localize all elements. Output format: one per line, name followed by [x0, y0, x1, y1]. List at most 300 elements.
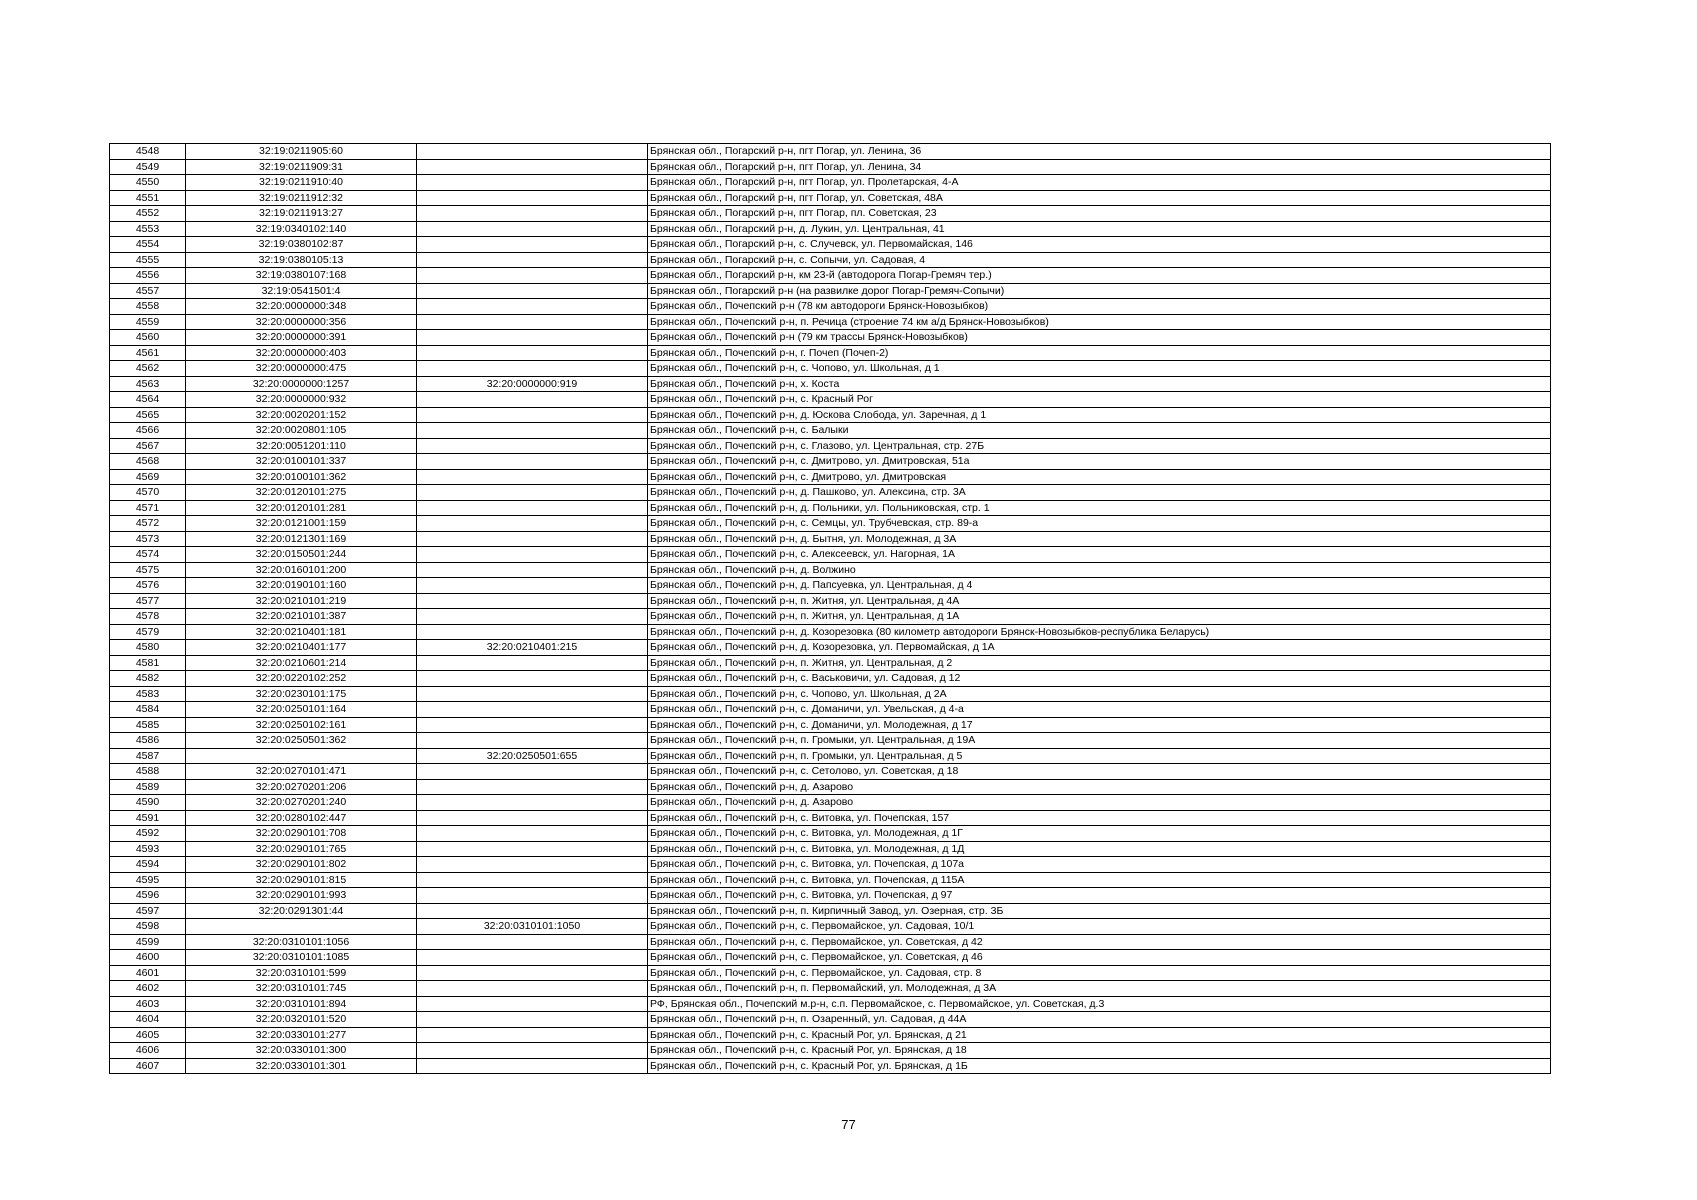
cadastral-number-cell: 32:20:0020201:152: [186, 407, 417, 423]
address-cell: Брянская обл., Погарский р-н, км 23-й (автодорога Погар-Гремяч тер.): [648, 268, 1551, 284]
secondary-cadastral-number-cell: [417, 190, 648, 206]
secondary-cadastral-number-cell: [417, 981, 648, 997]
secondary-cadastral-number-cell: [417, 500, 648, 516]
table-row: [110, 857, 1551, 873]
table-row: [110, 345, 1551, 361]
secondary-cadastral-number-cell: [417, 423, 648, 439]
table-row: [110, 159, 1551, 175]
address-cell: Брянская обл., Почепский р-н, с. Сетолово, ул. Советская, д 18: [648, 764, 1551, 780]
table-row: [110, 485, 1551, 501]
address-cell: Брянская обл., Почепский р-н, с. Чопово, ул. Школьная, д 2А: [648, 686, 1551, 702]
row-number-cell: 4569: [110, 469, 186, 485]
table-row: [110, 330, 1551, 346]
secondary-cadastral-number-cell: [417, 795, 648, 811]
secondary-cadastral-number-cell: 32:20:0310101:1050: [417, 919, 648, 935]
table-row: [110, 438, 1551, 454]
cadastral-number-cell: 32:20:0190101:160: [186, 578, 417, 594]
address-cell: Брянская обл., Почепский р-н, д. Бытня, ул. Молодежная, д 3А: [648, 531, 1551, 547]
row-number-cell: 4562: [110, 361, 186, 377]
cadastral-number-cell: 32:20:0290101:993: [186, 888, 417, 904]
cadastral-number-cell: 32:20:0250101:164: [186, 702, 417, 718]
table-row: [110, 392, 1551, 408]
secondary-cadastral-number-cell: [417, 283, 648, 299]
table-row: [110, 981, 1551, 997]
secondary-cadastral-number-cell: [417, 934, 648, 950]
row-number-cell: 4606: [110, 1043, 186, 1059]
table-row: [110, 1043, 1551, 1059]
address-cell: Брянская обл., Почепский р-н, с. Алексеевск, ул. Нагорная, 1А: [648, 547, 1551, 563]
address-cell: Брянская обл., Почепский р-н, с. Витовка, ул. Почепская, д 115А: [648, 872, 1551, 888]
table-row: [110, 717, 1551, 733]
registry-table: [109, 143, 1551, 1074]
table-row: [110, 190, 1551, 206]
secondary-cadastral-number-cell: 32:20:0250501:655: [417, 748, 648, 764]
cadastral-number-cell: 32:20:0290101:802: [186, 857, 417, 873]
address-cell: Брянская обл., Погарский р-н, с. Сопычи, ул. Садовая, 4: [648, 252, 1551, 268]
secondary-cadastral-number-cell: [417, 779, 648, 795]
row-number-cell: 4578: [110, 609, 186, 625]
table-row: [110, 764, 1551, 780]
table-row: [110, 144, 1551, 160]
cadastral-number-cell: 32:19:0211912:32: [186, 190, 417, 206]
secondary-cadastral-number-cell: [417, 655, 648, 671]
cadastral-number-cell: 32:20:0000000:403: [186, 345, 417, 361]
table-row: [110, 903, 1551, 919]
address-cell: Брянская обл., Почепский р-н, п. Житня, ул. Центральная, д 2: [648, 655, 1551, 671]
address-cell: Брянская обл., Почепский р-н, п. Первомайский, ул. Молодежная, д 3А: [648, 981, 1551, 997]
secondary-cadastral-number-cell: [417, 144, 648, 160]
address-cell: Брянская обл., Почепский р-н, д. Пашково, ул. Алексина, стр. 3А: [648, 485, 1551, 501]
cadastral-number-cell: 32:20:0270201:240: [186, 795, 417, 811]
address-cell: Брянская обл., Почепский р-н (78 км автодороги Брянск-Новозыбков): [648, 299, 1551, 315]
table-row: [110, 965, 1551, 981]
secondary-cadastral-number-cell: [417, 686, 648, 702]
secondary-cadastral-number-cell: [417, 407, 648, 423]
row-number-cell: 4560: [110, 330, 186, 346]
table-row: [110, 919, 1551, 935]
secondary-cadastral-number-cell: [417, 609, 648, 625]
row-number-cell: 4602: [110, 981, 186, 997]
address-cell: Брянская обл., Погарский р-н, с. Случевск, ул. Первомайская, 146: [648, 237, 1551, 253]
address-cell: Брянская обл., Почепский р-н, п. Громыки, ул. Центральная, д 19А: [648, 733, 1551, 749]
cadastral-number-cell: 32:20:0320101:520: [186, 1012, 417, 1028]
table-row: [110, 872, 1551, 888]
row-number-cell: 4583: [110, 686, 186, 702]
secondary-cadastral-number-cell: [417, 965, 648, 981]
address-cell: Брянская обл., Погарский р-н, д. Лукин, ул. Центральная, 41: [648, 221, 1551, 237]
table-row: [110, 516, 1551, 532]
secondary-cadastral-number-cell: [417, 1027, 648, 1043]
row-number-cell: 4603: [110, 996, 186, 1012]
secondary-cadastral-number-cell: [417, 1012, 648, 1028]
table-row: [110, 1058, 1551, 1074]
cadastral-number-cell: 32:20:0270101:471: [186, 764, 417, 780]
secondary-cadastral-number-cell: [417, 671, 648, 687]
table-row: [110, 237, 1551, 253]
cadastral-number-cell: 32:20:0000000:356: [186, 314, 417, 330]
address-cell: Брянская обл., Почепский р-н, д. Козорезовка, ул. Первомайская, д 1А: [648, 640, 1551, 656]
address-cell: Брянская обл., Почепский р-н, с. Доманичи, ул. Увельская, д 4-а: [648, 702, 1551, 718]
secondary-cadastral-number-cell: [417, 1043, 648, 1059]
row-number-cell: 4554: [110, 237, 186, 253]
row-number-cell: 4575: [110, 562, 186, 578]
table-row: [110, 655, 1551, 671]
row-number-cell: 4587: [110, 748, 186, 764]
address-cell: Брянская обл., Почепский р-н, с. Красный Рог: [648, 392, 1551, 408]
table-row: [110, 1027, 1551, 1043]
row-number-cell: 4576: [110, 578, 186, 594]
address-cell: Брянская обл., Почепский р-н, с. Семцы, ул. Трубчевская, стр. 89-а: [648, 516, 1551, 532]
row-number-cell: 4595: [110, 872, 186, 888]
table-row: [110, 733, 1551, 749]
row-number-cell: 4599: [110, 934, 186, 950]
cadastral-number-cell: 32:19:0340102:140: [186, 221, 417, 237]
cadastral-number-cell: 32:20:0120101:281: [186, 500, 417, 516]
secondary-cadastral-number-cell: [417, 206, 648, 222]
table-row: [110, 547, 1551, 563]
address-cell: Брянская обл., Погарский р-н, пгт Погар, ул. Ленина, 34: [648, 159, 1551, 175]
cadastral-number-cell: 32:19:0211905:60: [186, 144, 417, 160]
cadastral-number-cell: 32:20:0250102:161: [186, 717, 417, 733]
table-row: [110, 624, 1551, 640]
secondary-cadastral-number-cell: [417, 888, 648, 904]
row-number-cell: 4596: [110, 888, 186, 904]
row-number-cell: 4605: [110, 1027, 186, 1043]
address-cell: Брянская обл., Почепский р-н, с. Красный Рог, ул. Брянская, д 18: [648, 1043, 1551, 1059]
table-row: [110, 221, 1551, 237]
cadastral-number-cell: 32:20:0000000:475: [186, 361, 417, 377]
row-number-cell: 4591: [110, 810, 186, 826]
secondary-cadastral-number-cell: [417, 578, 648, 594]
cadastral-number-cell: 32:20:0000000:932: [186, 392, 417, 408]
cadastral-number-cell: [186, 919, 417, 935]
table-row: [110, 640, 1551, 656]
row-number-cell: 4571: [110, 500, 186, 516]
secondary-cadastral-number-cell: [417, 454, 648, 470]
secondary-cadastral-number-cell: 32:20:0210401:215: [417, 640, 648, 656]
table-row: [110, 283, 1551, 299]
row-number-cell: 4597: [110, 903, 186, 919]
row-number-cell: 4589: [110, 779, 186, 795]
secondary-cadastral-number-cell: [417, 268, 648, 284]
cadastral-number-cell: 32:20:0220102:252: [186, 671, 417, 687]
secondary-cadastral-number-cell: [417, 857, 648, 873]
row-number-cell: 4559: [110, 314, 186, 330]
table-row: [110, 376, 1551, 392]
row-number-cell: 4548: [110, 144, 186, 160]
address-cell: Брянская обл., Почепский р-н, с. Витовка, ул. Молодежная, д 1Д: [648, 841, 1551, 857]
secondary-cadastral-number-cell: 32:20:0000000:919: [417, 376, 648, 392]
row-number-cell: 4572: [110, 516, 186, 532]
address-cell: РФ, Брянская обл., Почепский м.р-н, с.п. Первомайское, с. Первомайское, ул. Советская, д.3: [648, 996, 1551, 1012]
table-row: [110, 469, 1551, 485]
table-row: [110, 562, 1551, 578]
address-cell: Брянская обл., Почепский р-н, с. Чопово, ул. Школьная, д 1: [648, 361, 1551, 377]
cadastral-number-cell: 32:20:0250501:362: [186, 733, 417, 749]
address-cell: Брянская обл., Почепский р-н, д. Юскова Слобода, ул. Заречная, д 1: [648, 407, 1551, 423]
cadastral-number-cell: 32:20:0000000:1257: [186, 376, 417, 392]
secondary-cadastral-number-cell: [417, 392, 648, 408]
row-number-cell: 4577: [110, 593, 186, 609]
secondary-cadastral-number-cell: [417, 531, 648, 547]
address-cell: Брянская обл., Почепский р-н, п. Житня, ул. Центральная, д 4А: [648, 593, 1551, 609]
cadastral-number-cell: 32:20:0100101:362: [186, 469, 417, 485]
cadastral-number-cell: 32:19:0211910:40: [186, 175, 417, 191]
cadastral-number-cell: 32:20:0330101:300: [186, 1043, 417, 1059]
secondary-cadastral-number-cell: [417, 810, 648, 826]
row-number-cell: 4592: [110, 826, 186, 842]
address-cell: Брянская обл., Почепский р-н, х. Коста: [648, 376, 1551, 392]
cadastral-number-cell: 32:20:0121001:159: [186, 516, 417, 532]
row-number-cell: 4570: [110, 485, 186, 501]
page-number: 77: [841, 1117, 856, 1132]
secondary-cadastral-number-cell: [417, 717, 648, 733]
row-number-cell: 4580: [110, 640, 186, 656]
table-row: [110, 252, 1551, 268]
cadastral-number-cell: 32:20:0290101:815: [186, 872, 417, 888]
table-row: [110, 686, 1551, 702]
table-row: [110, 841, 1551, 857]
cadastral-number-cell: 32:20:0020801:105: [186, 423, 417, 439]
row-number-cell: 4594: [110, 857, 186, 873]
cadastral-number-cell: 32:20:0270201:206: [186, 779, 417, 795]
address-cell: Брянская обл., Почепский р-н, с. Витовка, ул. Молодежная, д 1Г: [648, 826, 1551, 842]
address-cell: Брянская обл., Почепский р-н, с. Витовка, ул. Почепская, д 107а: [648, 857, 1551, 873]
address-cell: Брянская обл., Почепский р-н, с. Витовка, ул. Почепская, д 97: [648, 888, 1551, 904]
row-number-cell: 4590: [110, 795, 186, 811]
cadastral-number-cell: 32:19:0541501:4: [186, 283, 417, 299]
cadastral-number-cell: 32:20:0210401:181: [186, 624, 417, 640]
table-row: [110, 268, 1551, 284]
secondary-cadastral-number-cell: [417, 516, 648, 532]
secondary-cadastral-number-cell: [417, 438, 648, 454]
secondary-cadastral-number-cell: [417, 764, 648, 780]
table-row: [110, 423, 1551, 439]
cadastral-number-cell: 32:19:0380105:13: [186, 252, 417, 268]
address-cell: Брянская обл., Почепский р-н, с. Дмитрово, ул. Дмитровская, 51а: [648, 454, 1551, 470]
address-cell: Брянская обл., Почепский р-н, с. Доманичи, ул. Молодежная, д 17: [648, 717, 1551, 733]
address-cell: Брянская обл., Почепский р-н, д. Волжино: [648, 562, 1551, 578]
secondary-cadastral-number-cell: [417, 345, 648, 361]
row-number-cell: 4598: [110, 919, 186, 935]
secondary-cadastral-number-cell: [417, 841, 648, 857]
address-cell: Брянская обл., Почепский р-н, п. Озаренный, ул. Садовая, д 44А: [648, 1012, 1551, 1028]
address-cell: Брянская обл., Почепский р-н, д. Польники, ул. Польниковская, стр. 1: [648, 500, 1551, 516]
table-row: [110, 671, 1551, 687]
row-number-cell: 4553: [110, 221, 186, 237]
row-number-cell: 4558: [110, 299, 186, 315]
row-number-cell: 4600: [110, 950, 186, 966]
address-cell: Брянская обл., Почепский р-н, с. Витовка, ул. Почепская, 157: [648, 810, 1551, 826]
address-cell: Брянская обл., Почепский р-н, д. Азарово: [648, 779, 1551, 795]
table-row: [110, 934, 1551, 950]
row-number-cell: 4556: [110, 268, 186, 284]
secondary-cadastral-number-cell: [417, 221, 648, 237]
address-cell: Брянская обл., Почепский р-н, с. Первомайское, ул. Садовая, стр. 8: [648, 965, 1551, 981]
table-row: [110, 795, 1551, 811]
row-number-cell: 4557: [110, 283, 186, 299]
address-cell: Брянская обл., Почепский р-н, с. Глазово, ул. Центральная, стр. 27Б: [648, 438, 1551, 454]
row-number-cell: 4565: [110, 407, 186, 423]
secondary-cadastral-number-cell: [417, 996, 648, 1012]
address-cell: Брянская обл., Погарский р-н, пгт Погар, ул. Пролетарская, 4-А: [648, 175, 1551, 191]
cadastral-number-cell: 32:20:0310101:1085: [186, 950, 417, 966]
table-row: [110, 454, 1551, 470]
cadastral-number-cell: 32:20:0210101:219: [186, 593, 417, 609]
cadastral-number-cell: 32:20:0290101:765: [186, 841, 417, 857]
table-row: [110, 314, 1551, 330]
address-cell: Брянская обл., Почепский р-н, с. Первомайское, ул. Садовая, 10/1: [648, 919, 1551, 935]
cadastral-number-cell: 32:20:0310101:1056: [186, 934, 417, 950]
row-number-cell: 4568: [110, 454, 186, 470]
address-cell: Брянская обл., Погарский р-н, пгт Погар, ул. Ленина, 36: [648, 144, 1551, 160]
secondary-cadastral-number-cell: [417, 330, 648, 346]
table-row: [110, 361, 1551, 377]
cadastral-number-cell: 32:19:0211913:27: [186, 206, 417, 222]
secondary-cadastral-number-cell: [417, 562, 648, 578]
row-number-cell: 4550: [110, 175, 186, 191]
address-cell: Брянская обл., Почепский р-н, с. Первомайское, ул. Советская, д 42: [648, 934, 1551, 950]
table-row: [110, 888, 1551, 904]
address-cell: Брянская обл., Почепский р-н, с. Красный Рог, ул. Брянская, д 1Б: [648, 1058, 1551, 1074]
row-number-cell: 4552: [110, 206, 186, 222]
table-row: [110, 206, 1551, 222]
row-number-cell: 4604: [110, 1012, 186, 1028]
secondary-cadastral-number-cell: [417, 252, 648, 268]
secondary-cadastral-number-cell: [417, 624, 648, 640]
table-row: [110, 950, 1551, 966]
address-cell: Брянская обл., Почепский р-н, с. Первомайское, ул. Советская, д 46: [648, 950, 1551, 966]
cadastral-number-cell: 32:20:0330101:277: [186, 1027, 417, 1043]
table-row: [110, 826, 1551, 842]
row-number-cell: 4574: [110, 547, 186, 563]
row-number-cell: 4555: [110, 252, 186, 268]
secondary-cadastral-number-cell: [417, 175, 648, 191]
secondary-cadastral-number-cell: [417, 314, 648, 330]
table-row: [110, 748, 1551, 764]
address-cell: Брянская обл., Почепский р-н, п. Речица (строение 74 км а/д Брянск-Новозыбков): [648, 314, 1551, 330]
table-row: [110, 407, 1551, 423]
secondary-cadastral-number-cell: [417, 903, 648, 919]
secondary-cadastral-number-cell: [417, 485, 648, 501]
address-cell: Брянская обл., Почепский р-н, п. Житня, ул. Центральная, д 1А: [648, 609, 1551, 625]
secondary-cadastral-number-cell: [417, 1058, 648, 1074]
cadastral-number-cell: 32:20:0330101:301: [186, 1058, 417, 1074]
cadastral-number-cell: 32:20:0310101:894: [186, 996, 417, 1012]
row-number-cell: 4561: [110, 345, 186, 361]
cadastral-number-cell: 32:20:0290101:708: [186, 826, 417, 842]
row-number-cell: 4585: [110, 717, 186, 733]
cadastral-number-cell: 32:20:0121301:169: [186, 531, 417, 547]
address-cell: Брянская обл., Почепский р-н, п. Кирпичный Завод, ул. Озерная, стр. 3Б: [648, 903, 1551, 919]
address-cell: Брянская обл., Погарский р-н, пгт Погар, пл. Советская, 23: [648, 206, 1551, 222]
row-number-cell: 4601: [110, 965, 186, 981]
row-number-cell: 4551: [110, 190, 186, 206]
address-cell: Брянская обл., Почепский р-н, д. Азарово: [648, 795, 1551, 811]
row-number-cell: 4573: [110, 531, 186, 547]
table-row: [110, 531, 1551, 547]
table-row: [110, 578, 1551, 594]
secondary-cadastral-number-cell: [417, 159, 648, 175]
table-row: [110, 702, 1551, 718]
secondary-cadastral-number-cell: [417, 593, 648, 609]
cadastral-number-cell: 32:20:0150501:244: [186, 547, 417, 563]
row-number-cell: 4564: [110, 392, 186, 408]
address-cell: Брянская обл., Почепский р-н, с. Васьковичи, ул. Садовая, д 12: [648, 671, 1551, 687]
row-number-cell: 4566: [110, 423, 186, 439]
cadastral-number-cell: 32:20:0120101:275: [186, 485, 417, 501]
table-row: [110, 810, 1551, 826]
secondary-cadastral-number-cell: [417, 826, 648, 842]
cadastral-number-cell: 32:20:0310101:599: [186, 965, 417, 981]
cadastral-number-cell: 32:20:0160101:200: [186, 562, 417, 578]
row-number-cell: 4607: [110, 1058, 186, 1074]
row-number-cell: 4549: [110, 159, 186, 175]
address-cell: Брянская обл., Почепский р-н, д. Козорезовка (80 километр автодороги Брянск-Новозыбков-республика Беларусь): [648, 624, 1551, 640]
cadastral-number-cell: [186, 748, 417, 764]
row-number-cell: 4567: [110, 438, 186, 454]
address-cell: Брянская обл., Погарский р-н (на развилке дорог Погар-Гремяч-Сопычи): [648, 283, 1551, 299]
cadastral-number-cell: 32:20:0210601:214: [186, 655, 417, 671]
address-cell: Брянская обл., Почепский р-н, г. Почеп (Почеп-2): [648, 345, 1551, 361]
table-row: [110, 996, 1551, 1012]
row-number-cell: 4584: [110, 702, 186, 718]
cadastral-number-cell: 32:20:0310101:745: [186, 981, 417, 997]
address-cell: Брянская обл., Почепский р-н (79 км трассы Брянск-Новозыбков): [648, 330, 1551, 346]
cadastral-number-cell: 32:20:0000000:348: [186, 299, 417, 315]
secondary-cadastral-number-cell: [417, 361, 648, 377]
cadastral-number-cell: 32:20:0000000:391: [186, 330, 417, 346]
table-row: [110, 593, 1551, 609]
table-row: [110, 500, 1551, 516]
cadastral-number-cell: 32:19:0380102:87: [186, 237, 417, 253]
secondary-cadastral-number-cell: [417, 950, 648, 966]
cadastral-number-cell: 32:20:0210401:177: [186, 640, 417, 656]
secondary-cadastral-number-cell: [417, 299, 648, 315]
table-row: [110, 779, 1551, 795]
cadastral-number-cell: 32:20:0280102:447: [186, 810, 417, 826]
table-row: [110, 299, 1551, 315]
row-number-cell: 4586: [110, 733, 186, 749]
address-cell: Брянская обл., Погарский р-н, пгт Погар, ул. Советская, 48А: [648, 190, 1551, 206]
secondary-cadastral-number-cell: [417, 237, 648, 253]
row-number-cell: 4582: [110, 671, 186, 687]
secondary-cadastral-number-cell: [417, 547, 648, 563]
registry-table-body: [110, 144, 1551, 1074]
row-number-cell: 4581: [110, 655, 186, 671]
row-number-cell: 4579: [110, 624, 186, 640]
row-number-cell: 4563: [110, 376, 186, 392]
secondary-cadastral-number-cell: [417, 469, 648, 485]
table-row: [110, 1012, 1551, 1028]
cadastral-number-cell: 32:20:0230101:175: [186, 686, 417, 702]
address-cell: Брянская обл., Почепский р-н, с. Красный Рог, ул. Брянская, д 21: [648, 1027, 1551, 1043]
address-cell: Брянская обл., Почепский р-н, п. Громыки, ул. Центральная, д 5: [648, 748, 1551, 764]
cadastral-number-cell: 32:20:0051201:110: [186, 438, 417, 454]
row-number-cell: 4593: [110, 841, 186, 857]
cadastral-number-cell: 32:19:0211909:31: [186, 159, 417, 175]
secondary-cadastral-number-cell: [417, 733, 648, 749]
secondary-cadastral-number-cell: [417, 702, 648, 718]
cadastral-number-cell: 32:20:0100101:337: [186, 454, 417, 470]
cadastral-number-cell: 32:20:0291301:44: [186, 903, 417, 919]
address-cell: Брянская обл., Почепский р-н, с. Балыки: [648, 423, 1551, 439]
cadastral-number-cell: 32:19:0380107:168: [186, 268, 417, 284]
table-row: [110, 175, 1551, 191]
table-row: [110, 609, 1551, 625]
address-cell: Брянская обл., Почепский р-н, с. Дмитрово, ул. Дмитровская: [648, 469, 1551, 485]
address-cell: Брянская обл., Почепский р-н, д. Папсуевка, ул. Центральная, д 4: [648, 578, 1551, 594]
